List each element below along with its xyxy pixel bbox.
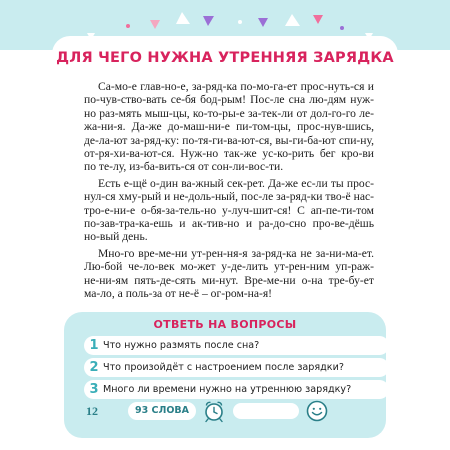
question-row [84, 358, 389, 377]
question-text: Что нужно размять после сна? [103, 340, 260, 351]
confetti-triangle-icon [203, 16, 214, 26]
confetti-triangle-icon [285, 14, 300, 26]
question-row [84, 336, 389, 355]
page-title: ДЛЯ ЧЕГО НУЖНА УТРЕННЯЯ ЗАРЯДКА [56, 50, 394, 66]
page-number: 12 [86, 404, 98, 418]
confetti-triangle-icon [150, 20, 160, 29]
confetti-dot-icon [340, 26, 344, 30]
confetti-triangle-icon [313, 15, 323, 24]
reading-text [84, 80, 374, 301]
confetti-triangle-icon [176, 12, 190, 24]
alarm-clock-icon [202, 399, 226, 423]
question-number: 3 [89, 382, 99, 397]
question-number: 1 [89, 338, 99, 353]
question-row [84, 380, 389, 399]
confetti-triangle-icon [87, 33, 95, 40]
paragraph: Мно-го вре-ме-ни ут-рен-ня-я за-ряд-ка не за-ни-ма-ет. Лю-бой че-ло-век мо-жет у-де-лить ут-рен-ним уп-раж-не-ни-ям пять-де-сять ми-нут. Вре-ме-ни о-на тре-бу-ет ма-ло, а поль-за от не-ё – ог-ром-на-я! [84, 246, 374, 301]
question-number: 2 [89, 360, 99, 375]
word-count-badge: 93 СЛОВА [128, 402, 196, 420]
paragraph: Са-мо-е глав-но-е, за-ряд-ка по-мо-га-ет прос-нуть-ся и по-чув-ство-вать се-бя бод-рым! Пос-ле сна лю-дям нуж-но раз-мять мыш-цы, ко-то-ры-е за-тек-ли от дол-го-го ле-жа-ни-я. Да-же до-маш-ни-е пи-том-цы, прос-нув-шись, де-ла-ют за-ряд-ку: по-тя-ги-ва-ют-ся, вы-ги-ба-ют спи-ну, от-ря-хи-ва-ют-ся. Нуж-но так-же ус-ко-рить бег кро-ви по те-лу, из-ба-вить-ся от сон-ли-вос-ти. [84, 80, 374, 174]
confetti-triangle-icon [258, 18, 268, 27]
confetti-triangle-icon [365, 33, 373, 40]
confetti-dot-icon [238, 20, 242, 24]
time-answer-field[interactable] [233, 403, 299, 419]
question-text: Что произойдёт с настроением после зарядки? [103, 362, 344, 373]
paragraph: Есть е-щё о-дин ва-жный сек-рет. Да-же ес-ли ты прос-нул-ся хму-рый и не-доль-ный, пос-ле за-ряд-ки тво-ё нас-тро-е-ни-е о-бя-за-тель-но у-луч-шит-ся! С ап-пе-ти-том по-зав-тра-ка-ешь и ак-тив-но и ра-до-сно про-ве-дёшь но-вый день. [84, 176, 374, 244]
question-text: Много ли времени нужно на утреннюю зарядку? [103, 384, 352, 395]
questions-header: ОТВЕТЬ НА ВОПРОСЫ [153, 318, 297, 331]
smiley-face-icon [306, 400, 328, 422]
confetti-dot-icon [126, 24, 130, 28]
